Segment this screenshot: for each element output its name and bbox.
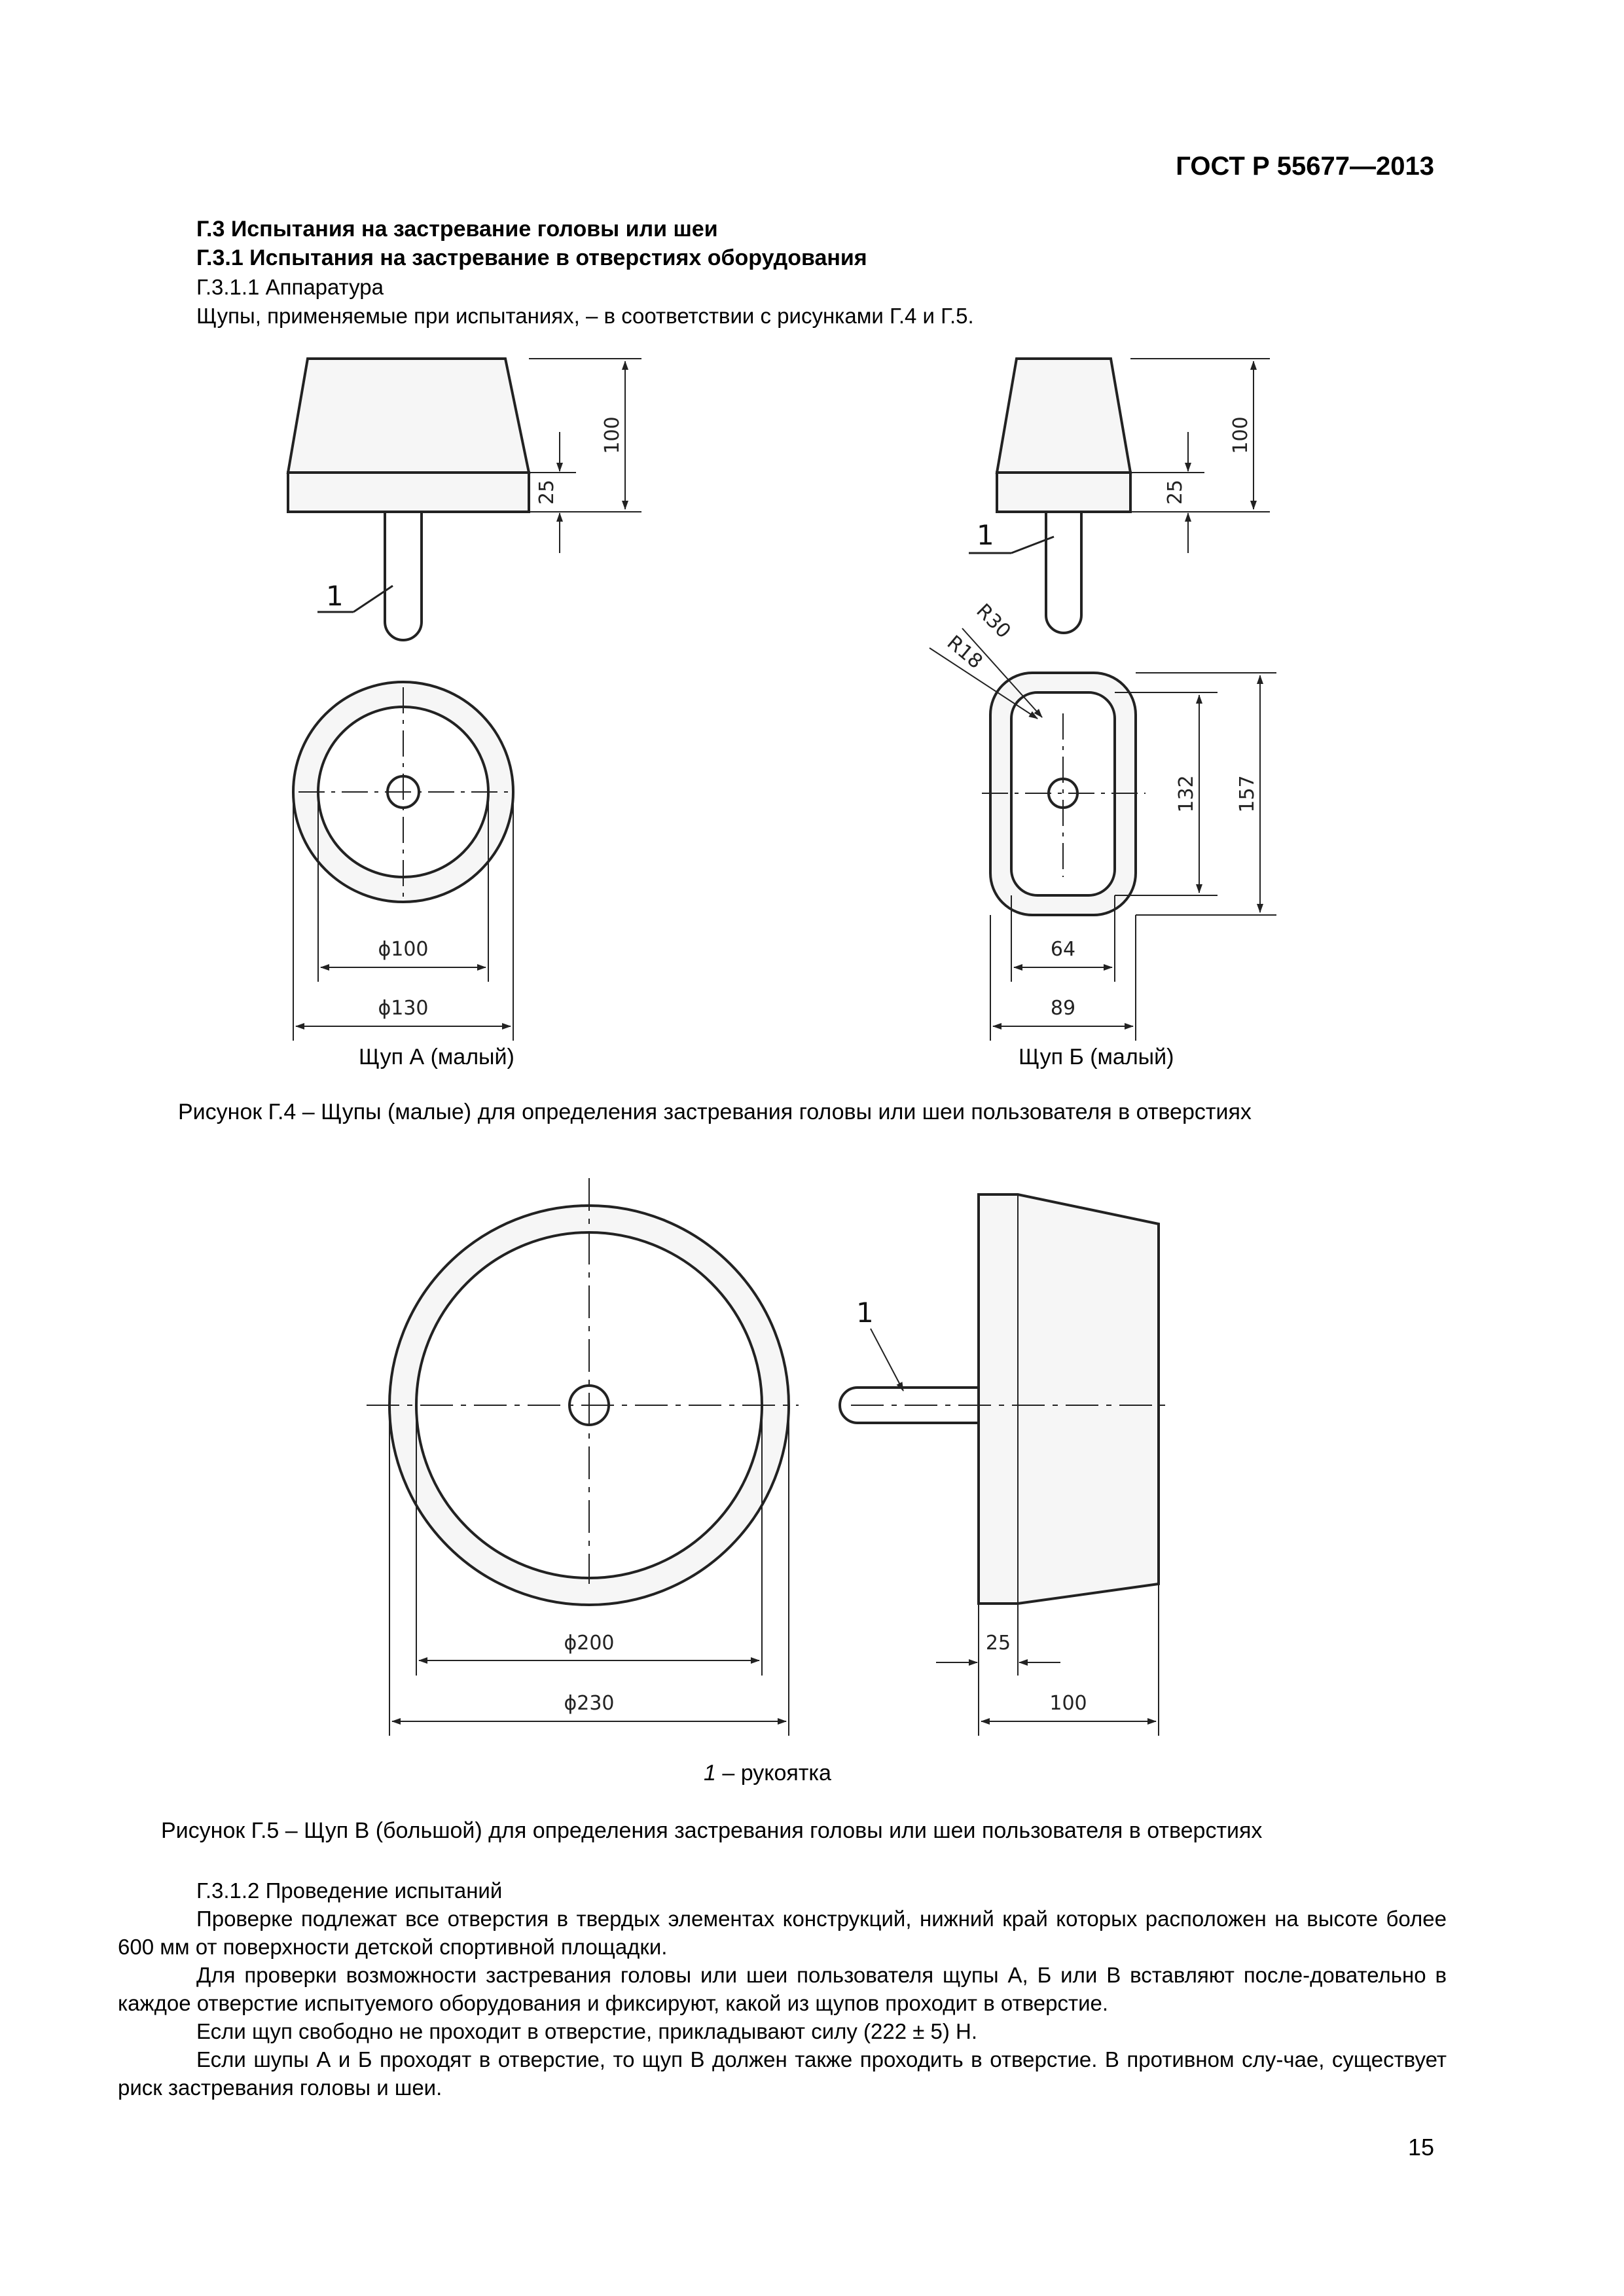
figure-g4-caption: Рисунок Г.4 – Щупы (малые) для определения застревания головы или шеи пользователя в отверстиях (178, 1100, 1252, 1124)
procedure-paragraph-1: Проверке подлежат все отверстия в твердых элементах конструкций, нижний край которых расположен на высоте более 600 мм от поверхности детской спортивной площадки. (118, 1907, 1447, 1959)
probe-v-outer-diameter: ϕ230 (564, 1692, 615, 1715)
probe-b-outer-width: 89 (1050, 997, 1076, 1020)
probe-b-side-view (969, 359, 1270, 633)
probe-b-base-dim: 25 (1164, 479, 1187, 505)
probe-a-top-view (293, 682, 513, 1041)
section-heading: Г.3 Испытания на застревание головы или шеи (196, 217, 718, 242)
probe-a-height-dim: 100 (601, 416, 624, 454)
probe-b-height-dim: 100 (1229, 416, 1252, 454)
procedure-paragraph-3: Если щуп свободно не проходит в отверстие, прикладывают силу (222 ± 5) Н. (196, 2019, 978, 2043)
probe-v-base-dim: 25 (985, 1632, 1011, 1655)
figure-g5-caption: Рисунок Г.5 – Щуп В (большой) для определения застревания головы или шеи пользователя в отверстиях (161, 1818, 1263, 1843)
document-code: ГОСТ Р 55677—2013 (1176, 152, 1434, 181)
figure-g5-drawing (0, 1165, 1624, 1780)
probe-a-outer-diameter: ϕ130 (378, 997, 429, 1020)
probe-v-height-dim: 100 (1049, 1692, 1087, 1715)
probe-b-label: Щуп Б (малый) (1019, 1045, 1174, 1069)
probe-a-base-dim: 25 (535, 479, 558, 505)
page-number: 15 (1407, 2134, 1434, 2161)
intro-paragraph: Щупы, применяемые при испытаниях, – в соответствии с рисунками Г.4 и Г.5. (196, 304, 974, 328)
probe-a-label: Щуп А (малый) (359, 1045, 514, 1069)
probe-b-top-view (929, 628, 1276, 1041)
probe-b-outer-height: 157 (1236, 775, 1259, 813)
figure-g5-legend: 1 – рукоятка (704, 1761, 831, 1785)
probe-a-inner-diameter: ϕ100 (378, 938, 429, 961)
probe-v-inner-diameter: ϕ200 (564, 1632, 615, 1655)
procedure-heading: Г.3.1.2 Проведение испытаний (196, 1878, 503, 1903)
probe-v-callout: 1 (856, 1297, 874, 1329)
subsubsection-heading: Г.3.1.1 Аппаратура (196, 275, 384, 299)
probe-a-callout: 1 (326, 580, 344, 612)
probe-b-inner-radius: R18 (942, 631, 987, 674)
procedure-body (118, 1905, 1447, 2102)
procedure-paragraph-2: Для проверки возможности застревания головы или шеи пользователя щупы А, Б или В вставляют после-довательно в каждое отверстие испытуемого оборудования и фиксируют, какой из щупов проходит в отверстие. (118, 1963, 1447, 2015)
procedure-paragraph-4: Если шупы А и Б проходят в отверстие, то щуп В должен также проходить в отверстие. В противном слу-чае, существует риск застревания головы и шеи. (118, 2047, 1447, 2100)
probe-b-inner-height: 132 (1175, 775, 1198, 813)
probe-b-inner-width: 64 (1050, 938, 1076, 961)
probe-b-outer-radius: R30 (971, 599, 1015, 643)
subsection-heading: Г.3.1 Испытания на застревание в отверстиях оборудования (196, 245, 867, 270)
probe-b-callout: 1 (977, 519, 994, 551)
